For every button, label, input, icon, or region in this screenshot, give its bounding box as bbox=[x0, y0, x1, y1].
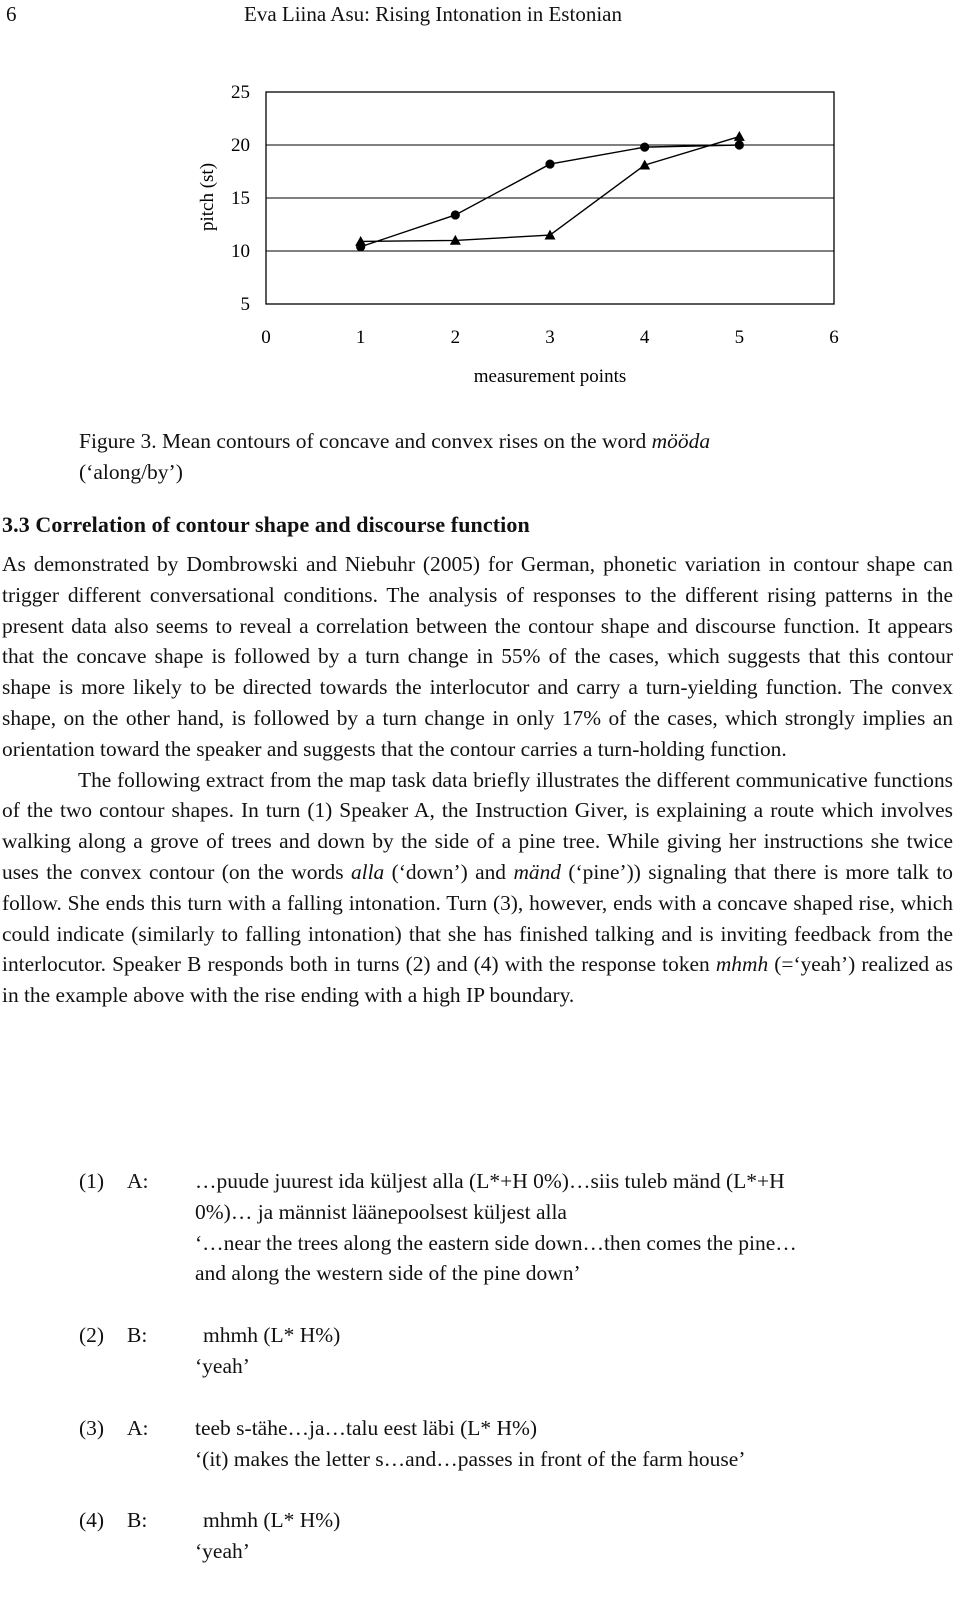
y-axis-label: pitch (st) bbox=[197, 162, 218, 232]
section-heading: 3.3 Correlation of contour shape and discourse function bbox=[2, 512, 530, 537]
paragraph-1: As demonstrated by Dombrowski and Niebuhr (2005) for German, phonetic variation in contour shape can trigger different conversational conditions. The analysis of responses to the different rising patterns in the present data also seems to reveal a correlation between the contour shape and discourse function. It appears that the concave shape is followed by a turn change in 55% of the cases, which suggests that this contour shape is more likely to be directed towards the interlocutor and carry a turn-yielding function. The convex shape, on the other hand, is followed by a turn change in only 17% of the cases, which strongly implies an orientation toward the speaker and suggests that the contour carries a turn-holding function. bbox=[2, 552, 953, 761]
example-line: 0%)… ja männist läänepoolsest küljest alla bbox=[195, 1199, 567, 1224]
example-lines bbox=[195, 1166, 797, 1289]
page-number: 6 bbox=[6, 2, 17, 26]
example-line: mhmh (L* H%) bbox=[203, 1508, 341, 1533]
example-line: mhmh (L* H%) bbox=[203, 1323, 341, 1348]
example-line: teeb s-tähe…ja…talu eest läbi (L* H%) bbox=[195, 1415, 538, 1440]
example-line: and along the western side of the pine down’ bbox=[195, 1261, 581, 1286]
p2-word-mhmh: mhmh bbox=[715, 952, 769, 977]
example-line: ‘yeah’ bbox=[195, 1353, 250, 1378]
x-axis-label: measurement points bbox=[473, 366, 627, 387]
caption-word: mööda bbox=[651, 429, 711, 453]
example-lines bbox=[195, 1505, 340, 1567]
paragraph-2 bbox=[2, 765, 953, 1011]
running-title: Eva Liina Asu: Rising Intonation in Estonian bbox=[244, 2, 622, 26]
example-speaker: A: bbox=[127, 1169, 149, 1193]
y-tick-label: 20 bbox=[231, 135, 250, 156]
x-tick-label: 2 bbox=[450, 327, 461, 348]
example-line: ‘…near the trees along the eastern side down…then comes the pine… bbox=[195, 1230, 797, 1255]
p2-text-b: (‘down’) and bbox=[384, 859, 514, 884]
data-point-circle bbox=[451, 210, 460, 219]
figure-caption bbox=[79, 426, 939, 488]
example-number: (3) bbox=[79, 1415, 105, 1440]
example-speaker: B: bbox=[127, 1323, 148, 1348]
examples bbox=[79, 1166, 949, 1598]
y-tick-label: 10 bbox=[231, 241, 250, 262]
caption-gloss: (‘along/by’) bbox=[79, 460, 183, 484]
example-number: (4) bbox=[79, 1508, 105, 1533]
example-number: (1) bbox=[79, 1169, 105, 1193]
data-point-triangle bbox=[734, 131, 745, 141]
y-tick-label: 25 bbox=[231, 82, 250, 103]
x-tick-label: 3 bbox=[545, 327, 555, 348]
example-3 bbox=[79, 1413, 949, 1475]
example-line: ‘(it) makes the letter s…and…passes in front of the farm house’ bbox=[195, 1446, 746, 1471]
x-tick-label: 6 bbox=[829, 327, 839, 348]
example-lines bbox=[195, 1320, 340, 1382]
example-number: (2) bbox=[79, 1323, 105, 1348]
example-lines bbox=[195, 1413, 745, 1475]
pitch-contour-chart bbox=[0, 0, 960, 400]
data-point-circle bbox=[735, 140, 744, 149]
example-2 bbox=[79, 1320, 949, 1382]
p2-text-a: The following extract from the map task data briefly illustrates the different communicative functions of the two contour shapes. In turn (1) Speaker A, the Instruction Giver, is explaining a route which involves walking along a grove of trees and down by the side of a pine tree. While giving her instructions she twice uses the convex contour (on the words bbox=[2, 767, 953, 884]
x-tick-label: 4 bbox=[639, 327, 650, 348]
series-line-2 bbox=[361, 137, 740, 242]
example-line: ‘yeah’ bbox=[195, 1539, 250, 1564]
data-point-triangle bbox=[545, 230, 556, 240]
y-tick-label: 15 bbox=[231, 188, 250, 209]
p2-word-alla: alla bbox=[350, 859, 385, 884]
example-speaker: B: bbox=[127, 1508, 148, 1533]
example-1 bbox=[79, 1166, 949, 1289]
x-tick-label: 5 bbox=[734, 327, 745, 348]
example-line: …puude juurest ida küljest alla (L*+H 0%)…siis tuleb mänd (L*+H bbox=[195, 1169, 785, 1193]
x-tick-label: 0 bbox=[261, 327, 271, 348]
example-4 bbox=[79, 1505, 949, 1567]
p2-word-mand: mänd bbox=[513, 859, 561, 884]
x-tick-label: 1 bbox=[355, 327, 366, 348]
y-tick-label: 5 bbox=[240, 294, 250, 315]
p2-text-c: (‘pine’)) signaling that there is more talk to follow. She ends this turn with a falling intonation. Turn (3), however, ends with a concave shaped rise, which could indicate (similarly to falling intonation) that she has finished talking and is inviting feedback from the interlocutor. Speaker B responds both in turns (2) and (4) with the response token bbox=[2, 859, 953, 977]
example-speaker: A: bbox=[127, 1415, 149, 1440]
data-point-circle bbox=[640, 143, 649, 152]
caption-text: Figure 3. Mean contours of concave and convex rises on the word bbox=[79, 429, 652, 453]
body-text bbox=[2, 549, 953, 1011]
data-point-circle bbox=[545, 159, 554, 168]
p2-text-d: (=‘yeah’) realized as in the example above with the rise ending with a high IP boundary. bbox=[2, 952, 954, 1008]
